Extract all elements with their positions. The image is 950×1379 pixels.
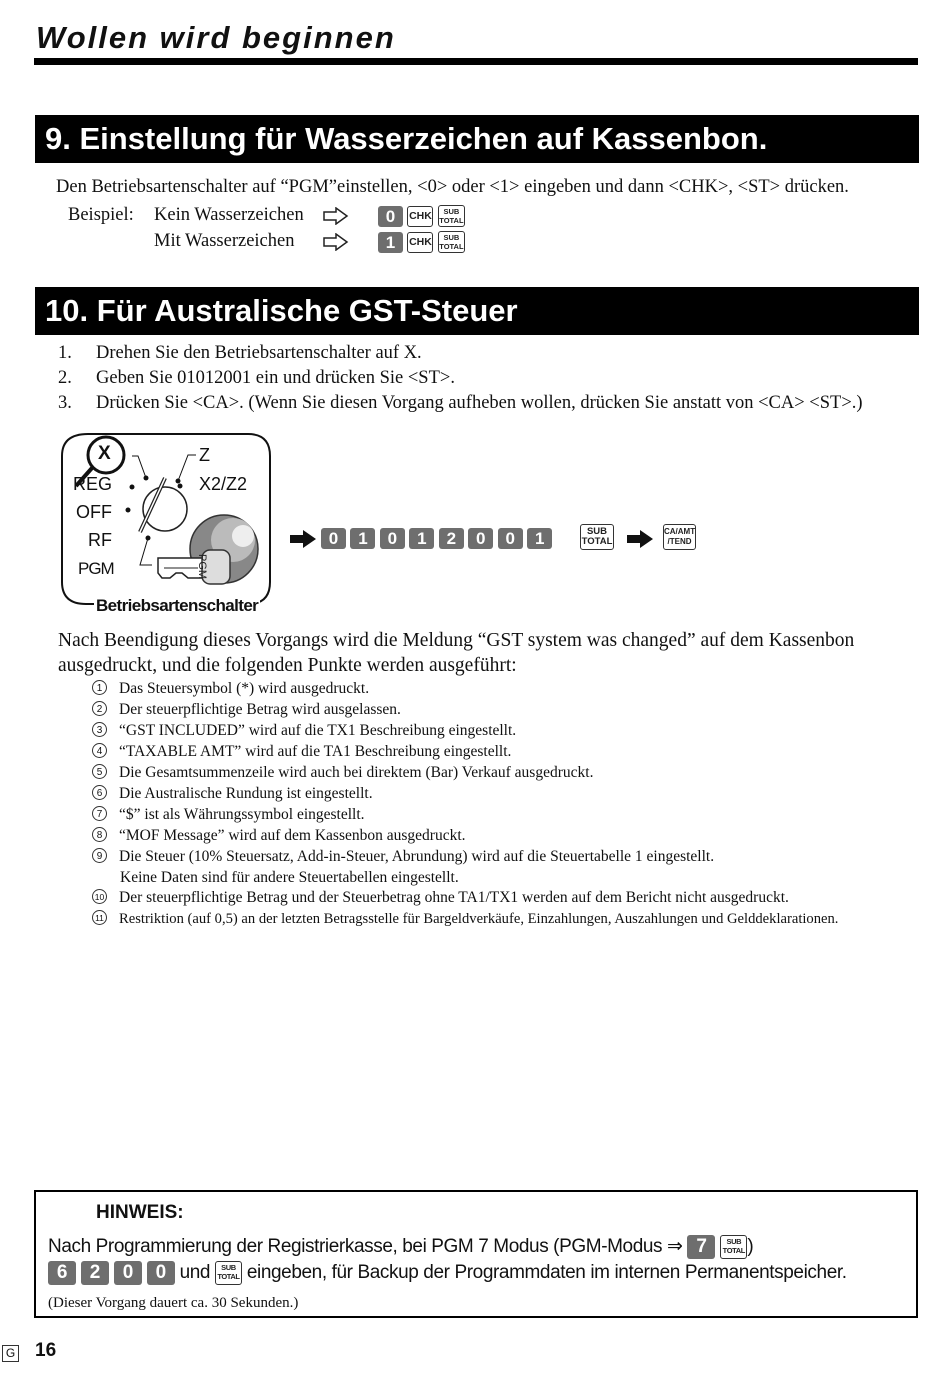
sequence-key: 2 [439, 528, 464, 549]
item-number: 10 [92, 889, 107, 904]
key-label-pgm: PGM [196, 554, 208, 580]
switch-caption: Betriebsartenschalter [96, 596, 259, 615]
sequence-key: 0 [380, 528, 405, 549]
list-item: 7 “$” ist als Währungssymbol eingestellt. [92, 806, 365, 824]
item-number: 11 [92, 910, 107, 925]
list-item: 1 Das Steuersymbol (*) wird ausgedruckt. [92, 680, 369, 698]
example-row-1-text: Kein Wasserzeichen [154, 205, 304, 225]
switch-label-z: Z [199, 445, 210, 465]
example-row-1-keys [378, 205, 465, 227]
list-item: 10 Der steuerpflichtige Betrag und der Steuerbetrag ohne TA1/TX1 werden auf dem Bericht nicht ausgedruckt. [92, 889, 789, 907]
key-1: 1 [378, 232, 403, 253]
step-number: 2. [58, 368, 72, 388]
list-item: 6 Die Australische Rundung ist eingestellt. [92, 785, 373, 803]
sequence-key: 1 [350, 528, 375, 549]
step-text: Geben Sie 01012001 ein und drücken Sie <ST>. [96, 368, 455, 388]
list-item: 11 Restriktion (auf 0,5) an der letzten Betragsstelle für Bargeldverkäufe, Einzahlungen, Auszahlungen und Gelddeklarationen. [92, 910, 838, 928]
step-number: 1. [58, 343, 72, 363]
section-9-title: 9. Einstellung für Wasserzeichen auf Kassenbon. [35, 115, 919, 163]
note-heading: HINWEIS: [96, 1202, 184, 1223]
item-number: 1 [92, 680, 107, 695]
example-row-2 [154, 231, 294, 252]
after-text-line-2: ausgedruckt, und die folgenden Punkte werden ausgeführt: [58, 655, 517, 676]
list-item: 4 “TAXABLE AMT” wird auf die TA1 Beschreibung eingestellt. [92, 743, 511, 761]
step-text: Drücken Sie <CA>. (Wenn Sie diesen Vorgang aufheben wollen, drücken Sie anstatt von <CA> <ST>.) [96, 393, 863, 413]
header-rule [34, 58, 918, 65]
list-item: 9 Die Steuer (10% Steuersatz, Add-in-Steuer, Abrundung) wird auf die Steuertabelle 1 eingestellt. [92, 848, 714, 866]
solid-arrow-icon [289, 529, 317, 549]
item-number: 6 [92, 785, 107, 800]
note-line-2-text: eingeben, für Backup der Programmdaten im internen Permanentspeicher. [246, 1262, 847, 1284]
key-7: 7 [687, 1235, 715, 1259]
switch-label-pgm: PGM [78, 559, 114, 578]
note-key: 0 [147, 1261, 175, 1285]
ca-amt-tend-key: CA/AMT /TEND [663, 524, 696, 550]
ca-key-wrap [663, 524, 696, 550]
item-number: 8 [92, 827, 107, 842]
key-sequence [321, 528, 552, 549]
note-line-2 [48, 1261, 847, 1285]
subtotal-key-wrap [580, 524, 614, 550]
subtotal-key: SUB TOTAL [438, 205, 465, 227]
list-item: 8 “MOF Message” wird auf dem Kassenbon ausgedruckt. [92, 827, 466, 845]
switch-label-x: X [98, 443, 111, 464]
list-item: 3 “GST INCLUDED” wird auf die TX1 Beschreibung eingestellt. [92, 722, 516, 740]
chk-key: CHK [407, 232, 433, 253]
note-und: und [179, 1262, 211, 1284]
sequence-key: 0 [321, 528, 346, 549]
item-number: 2 [92, 701, 107, 716]
note-key: 0 [114, 1261, 142, 1285]
subtotal-key: SUB TOTAL [720, 1235, 747, 1259]
note-line-1-end: ) [747, 1236, 754, 1258]
outline-arrow-icon [323, 207, 349, 225]
item-number: 3 [92, 722, 107, 737]
outline-arrow-icon [323, 233, 349, 251]
note-line-1 [48, 1235, 753, 1259]
section-9-intro: Den Betriebsartenschalter auf “PGM”einstellen, <0> oder <1> eingeben und dann <CHK>, <ST> drücken. [56, 177, 849, 197]
item-number: 9 [92, 848, 107, 863]
switch-label-x2z2: X2/Z2 [199, 474, 248, 494]
key-0: 0 [378, 206, 403, 227]
step-3 [58, 393, 863, 414]
list-item: 5 Die Gesamtsummenzeile wird auch bei direktem (Bar) Verkauf ausgedruckt. [92, 764, 593, 782]
subtotal-key: SUB TOTAL [215, 1261, 242, 1285]
sequence-key: 0 [498, 528, 523, 549]
note-box [34, 1190, 918, 1318]
switch-label-reg: REG [73, 474, 113, 494]
note-key: 2 [81, 1261, 109, 1285]
example-label: Beispiel: [68, 205, 134, 225]
sequence-key: 1 [527, 528, 552, 549]
step-number: 3. [58, 393, 72, 413]
step-text: Drehen Sie den Betriebsartenschalter auf X. [96, 343, 422, 363]
step-1 [58, 343, 422, 364]
mode-switch-graphic [58, 432, 274, 620]
example-row-2-text: Mit Wasserzeichen [154, 231, 295, 251]
subtotal-key: SUB TOTAL [438, 231, 465, 253]
note-key: 6 [48, 1261, 76, 1285]
item-number: 5 [92, 764, 107, 779]
list-item-continuation: Keine Daten sind für andere Steuertabellen eingestellt. [120, 869, 459, 886]
note-line-1-text: Nach Programmierung der Registrierkasse, bei PGM 7 Modus (PGM-Modus ⇒ [48, 1236, 683, 1258]
solid-arrow-icon [626, 529, 654, 549]
switch-label-off: OFF [76, 502, 112, 522]
section-10-title: 10. Für Australische GST-Steuer [35, 287, 919, 335]
mode-switch-diagram [58, 432, 274, 620]
example-row-2-keys [378, 231, 465, 253]
sequence-key: 1 [409, 528, 434, 549]
language-badge: G [2, 1345, 19, 1362]
note-line-3: (Dieser Vorgang dauert ca. 30 Sekunden.) [48, 1295, 299, 1311]
subtotal-key: SUB TOTAL [580, 524, 614, 550]
step-2 [58, 368, 455, 389]
page-header: Wollen wird beginnen [36, 20, 396, 55]
item-number: 4 [92, 743, 107, 758]
sequence-key: 0 [468, 528, 493, 549]
chk-key: CHK [407, 206, 433, 227]
item-number: 7 [92, 806, 107, 821]
page-number: 16 [35, 1340, 57, 1361]
list-item: 2 Der steuerpflichtige Betrag wird ausgelassen. [92, 701, 401, 719]
example-row-1 [154, 205, 304, 226]
after-text-line-1: Nach Beendigung dieses Vorgangs wird die Meldung “GST system was changed” auf dem Kassenbon [58, 630, 855, 651]
switch-label-rf: RF [88, 530, 112, 550]
